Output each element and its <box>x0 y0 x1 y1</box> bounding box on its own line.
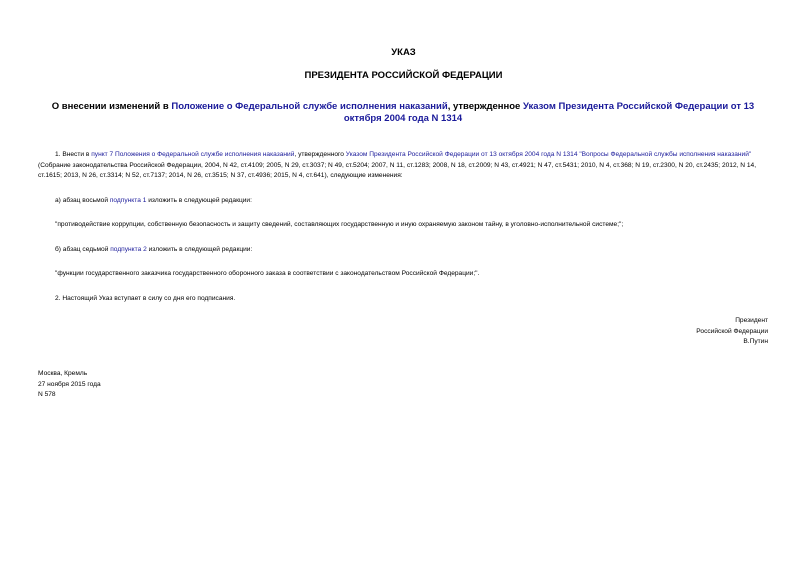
subject-prefix: О внесении изменений в <box>51 101 172 112</box>
paragraph-a <box>38 196 771 207</box>
paragraph-1-link-decree[interactable]: Указом Президента Российской Федерации от 13 октября 2004 года N 1314 "Вопросы Федеральной службы исполнения наказаний" <box>345 151 752 158</box>
signature-country: Российской Федерации <box>696 327 768 335</box>
paragraph-b-text-a: б) абзац седьмой <box>55 245 111 253</box>
paragraph-a-link-subpoint[interactable]: подпункта 1 <box>109 196 147 204</box>
subject-middle: , утвержденное <box>447 101 523 112</box>
place-date: 27 ноября 2015 года <box>38 380 101 388</box>
paragraph-1-text-a: 1. Внести в <box>55 151 92 158</box>
subject-link-regulation[interactable]: Положение о Федеральной службе исполнения наказаний <box>171 101 448 112</box>
quote-b: "функции государственного заказчика государственного оборонного заказа в соответствии с законодательством Российской Федерации;". <box>55 270 480 277</box>
document-issuer: ПРЕЗИДЕНТА РОССИЙСКОЙ ФЕДЕРАЦИИ <box>304 70 503 81</box>
place-date-block <box>38 369 101 401</box>
paragraph-b <box>38 245 771 256</box>
subject-link-decree[interactable]: Указом Президента Российской Федерации от 13 октября 2004 года N 1314 <box>343 101 755 124</box>
paragraph-2: 2. Настоящий Указ вступает в силу со дня его подписания. <box>55 294 236 302</box>
document-body <box>38 150 771 304</box>
paragraph-b-text-b: изложить в следующей редакции: <box>146 245 253 253</box>
paragraph-1-link-point[interactable]: пункт 7 Положения о Федеральной службе исполнения наказаний <box>91 151 295 158</box>
document-number: N 578 <box>38 391 56 398</box>
signature-position: Президент <box>735 317 768 324</box>
quote-a: "противодействие коррупции, собственную безопасность и защиту сведений, составляющих государственную и иную охраняемую законом тайну, в уголовно-исполнительной системе;"; <box>55 221 624 228</box>
place-city: Москва, Кремль <box>38 370 88 377</box>
paragraph-b-link-subpoint[interactable]: подпункта 2 <box>110 245 147 253</box>
signature-block <box>696 316 768 348</box>
paragraph-a-text-b: изложить в следующей редакции: <box>146 196 252 204</box>
paragraph-1-text-c: (Собрание законодательства Российской Федерации, 2004, N 42, ст.4109; 2005, N 29, ст.3037; N 49, ст.5204; 2007, N 11, ст.1283; 2008, N 18, ст.2009; N 43, ст.4921; N 47, ст.5431; 2010, N 4, ст.368; N 19, ст.2300, N 20, ст.2435; 2012, N 14, ст.1615; 2013, N 26, ст.3314; N 52, ст.7137; 2014, N 26, ст.3515; N 37, ст.4936; 2015, N 4, ст.641), следующие изменения: <box>38 161 757 179</box>
paragraph-1-text-b: , утвержденного <box>294 151 346 158</box>
signature-name: В.Путин <box>743 338 768 345</box>
document-title: УКАЗ <box>391 47 416 58</box>
document-subject <box>38 101 768 125</box>
paragraph-1 <box>38 150 771 182</box>
paragraph-a-text-a: а) абзац восьмой <box>55 196 110 204</box>
